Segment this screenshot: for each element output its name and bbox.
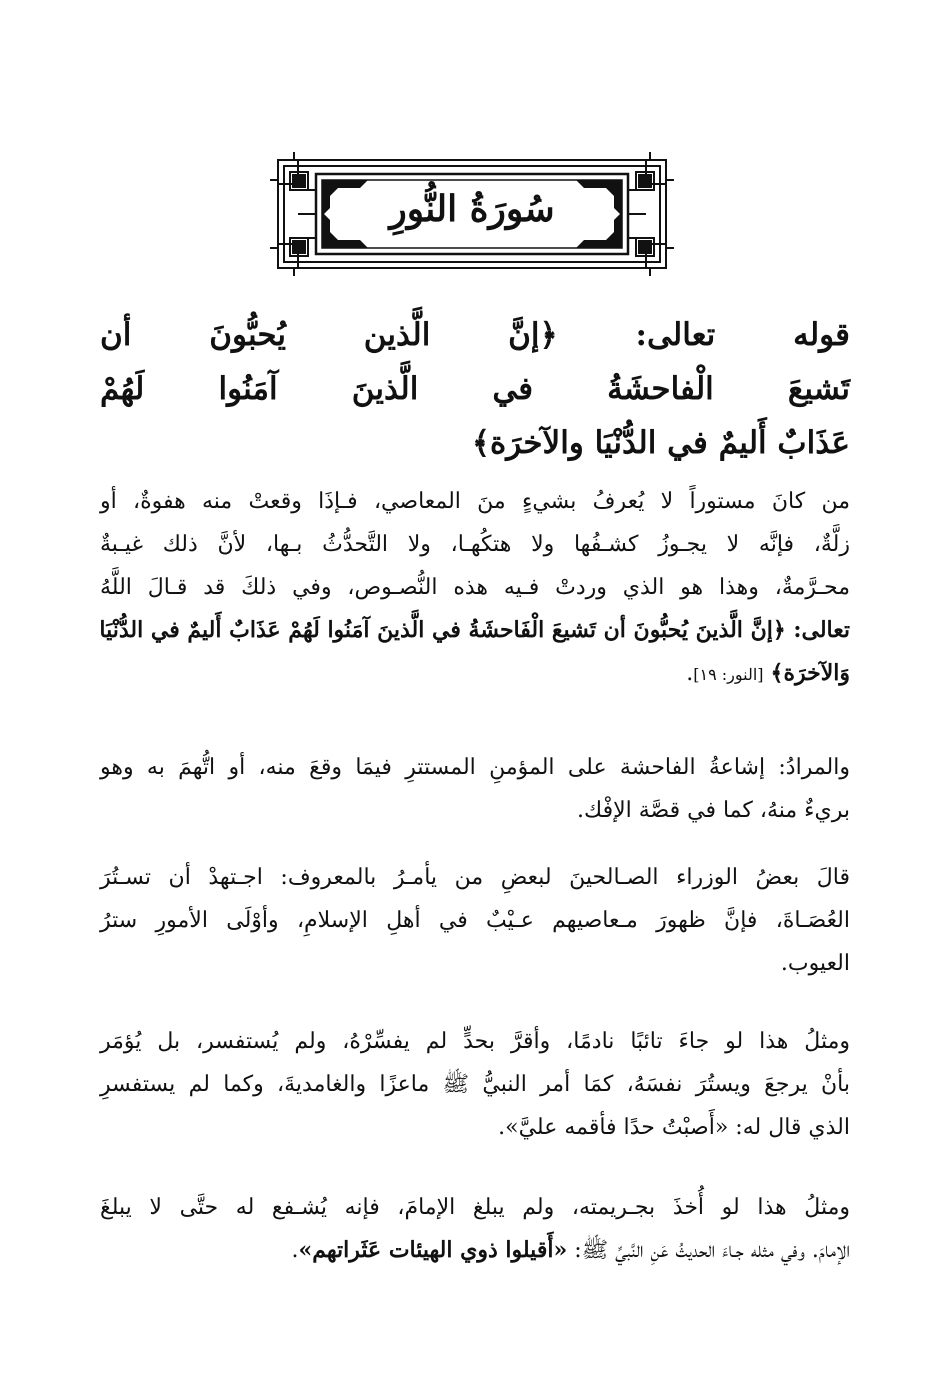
paragraph-line: ومثلُ هذا لو جاءَ تائبًا نادمًا، وأقرَّ بحدٍّ لم يفسِّرْهُ، ولم يُستفسر، بل يُؤمَر xyxy=(100,1029,850,1054)
paragraph-line: زلَّةٌ، فإنَّه لا يجـوزُ كشـفُها ولا هتكُهـا، ولا التَّحدُّثُ بـها، لأنَّ ذلك غيـبةٌ xyxy=(100,532,850,557)
paragraph-2 xyxy=(100,746,850,832)
paragraph-line: والمرادُ: إشاعةُ الفاحشة على المؤمنِ المستترِ فيمَا وقعَ منه، أو اتُّهمَ به وهو xyxy=(100,755,850,780)
surah-title: سُورَةُ النُّورِ xyxy=(389,188,555,230)
paragraph-line: الذي قال له: «أَصبْتُ حدًا فأقمه عليَّ». xyxy=(498,1115,850,1140)
verse-line: عَذَابٌ أَليمٌ في الدُّنْيَا والآخرَة﴾ xyxy=(471,425,850,461)
paragraph-line: قالَ بعضُ الوزراء الصـالحينَ لبعضِ من يأمـرُ بالمعروف: اجـتهدْ أن تسـتُرَ xyxy=(100,865,850,890)
paragraph-1 xyxy=(100,480,850,696)
paragraph-line: من كانَ مستوراً لا يُعرفُ بشيءٍ منَ المعاصي، فـإذَا وقعتْ منه هفوةٌ، أو xyxy=(100,489,850,514)
verse-line: تَشيعَ الْفاحشَةُ في الَّذينَ آمَنُوا لَهُمْ xyxy=(100,371,850,407)
paragraph-4 xyxy=(100,1020,850,1149)
period: . xyxy=(291,1238,299,1263)
paragraph-3 xyxy=(100,856,850,985)
line-text: الإمامَ. وفي مثله جـاءَ الحديثُ عَنِ النَّبيِّ ﷺ: xyxy=(574,1238,850,1263)
paragraph-line: بريءٌ منهُ، كما في قصَّة الإفْك. xyxy=(577,798,850,823)
hadith-quote: «أَقيلوا ذوي الهيئات عَثَراتهم» xyxy=(298,1237,568,1263)
verse-fragment: وَالآخرَة﴾ xyxy=(770,660,850,686)
paragraph-line: تعالى: ﴿إنَّ الَّذينَ يُحبُّونَ أن تَشيعَ الْفَاحشَةُ في الَّذينَ آمَنُوا لَهُمْ عَذَابٌ أَليمٌ في الدُّنْيَا xyxy=(99,617,850,643)
paragraph-line: محـرَّمةٌ، وهذا هو الذي وردتْ فـيه هذه النُّصـوص، وفي ذلكَ قد قـالَ اللَّهُ xyxy=(100,575,850,600)
period: . xyxy=(686,661,694,686)
paragraph-line xyxy=(100,652,850,696)
verse-reference: [النور: ١٩] xyxy=(693,665,764,684)
paragraph-line: العُصَـاةَ، فإنَّ ظهورَ مـعاصيهم عـيْبٌ في أهلِ الإسلامِ، وأوْلَى الأمورِ سترُ xyxy=(100,908,850,933)
surah-title-frame xyxy=(268,150,676,278)
paragraph-line: العيوب. xyxy=(780,951,850,976)
verse-block xyxy=(100,308,850,470)
paragraph-line: ومثلُ هذا لو أُخذَ بجـريمته، ولم يبلغ الإمامَ، فإنه يُشـفع له حتَّى لا يبلغَ xyxy=(100,1195,850,1220)
paragraph-line xyxy=(100,1229,850,1272)
paragraph-5 xyxy=(100,1186,850,1272)
paragraph-line: بأنْ يرجعَ ويستُرَ نفسَهُ، كمَا أمر النبيُّ ﷺ ماعزًا والغامديةَ، وكما لم يستفسرِ xyxy=(100,1072,850,1097)
verse-line: قوله تعالى: ﴿إنَّ الَّذين يُحبُّونَ أن xyxy=(100,317,850,353)
